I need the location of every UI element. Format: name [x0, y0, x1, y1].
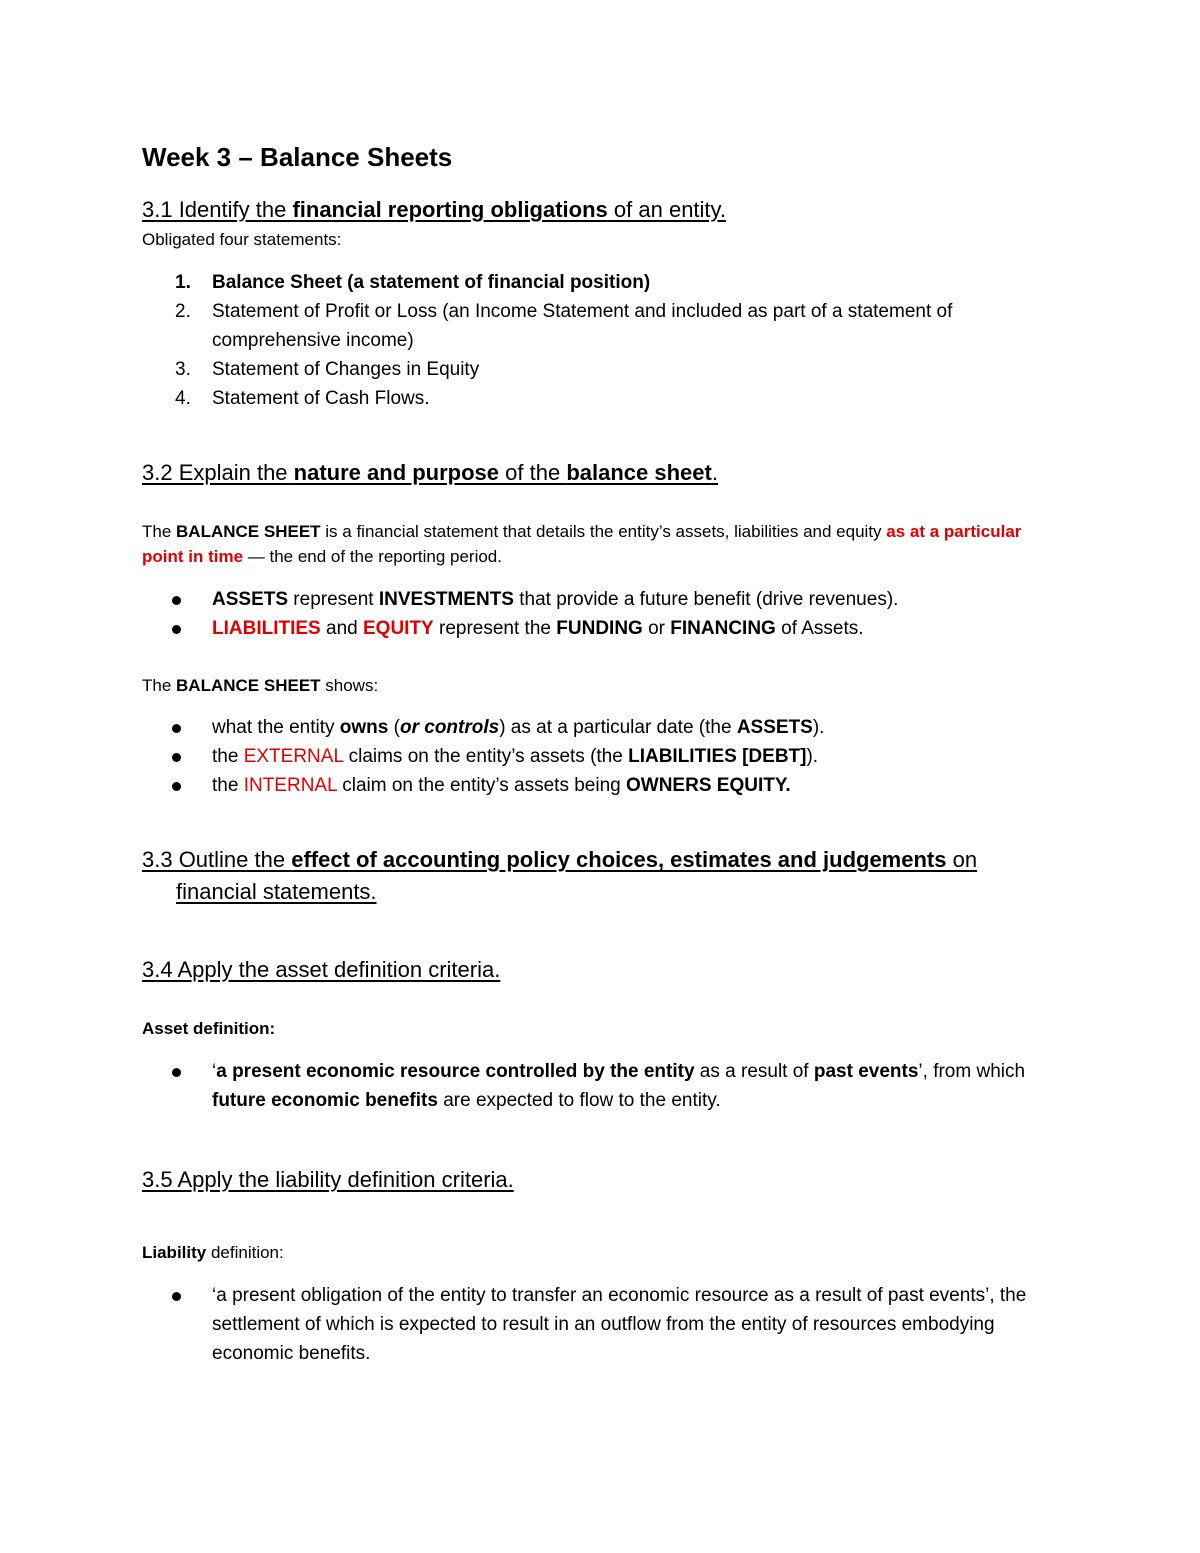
heading-3-3: 3.3 Outline the effect of accounting policy choices, estimates and judgements on: [142, 847, 978, 872]
liability-definition-label: Liability definition:: [142, 1243, 284, 1262]
heading-3-2: 3.2 Explain the nature and purpose of the balance sheet.: [142, 460, 718, 485]
balance-sheet-definition: The BALANCE SHEET is a financial statement that details the entity’s assets, liabilities and equity as at a particular point in time — the end of the reporting period.: [142, 522, 1022, 566]
list-item: ‘a present obligation of the entity to transfer an economic resource as a result of past events’, the settlement of which is expected to result in an outflow from the entity of resources embodying economic benefits.: [142, 1281, 1072, 1368]
balance-sheet-shows: The BALANCE SHEET shows:: [142, 676, 379, 695]
bullet-icon: [172, 1068, 181, 1077]
liability-definition-bullets: [142, 1281, 1072, 1368]
list-item: the EXTERNAL claims on the entity’s assets (the LIABILITIES [DEBT]).: [142, 742, 1072, 771]
asset-definition-label: Asset definition:: [142, 1019, 276, 1038]
bullet-icon: [172, 753, 181, 762]
heading-3-5: 3.5 Apply the liability definition criteria.: [142, 1167, 514, 1192]
list-item: the INTERNAL claim on the entity’s assets being OWNERS EQUITY.: [142, 771, 1072, 800]
bullet-icon: [172, 724, 181, 733]
list-item: ASSETS represent INVESTMENTS that provide a future benefit (drive revenues).: [142, 585, 1072, 614]
heading-3-4: 3.4 Apply the asset definition criteria.: [142, 957, 501, 982]
shows-bullets: [142, 713, 1072, 800]
asset-definition-bullets: [142, 1057, 1072, 1115]
list-item: 2. Statement of Profit or Loss (an Income Statement and included as part of a statement of comprehensive income): [175, 301, 953, 351]
obligated-intro: Obligated four statements:: [142, 230, 342, 249]
list-item: what the entity owns (or controls) as at a particular date (the ASSETS).: [142, 713, 1072, 742]
bullet-icon: [172, 625, 181, 634]
list-item: 3. Statement of Changes in Equity: [175, 359, 480, 380]
bullet-icon: [172, 1292, 181, 1301]
funding-bullets: [142, 585, 1072, 643]
page-title: Week 3 – Balance Sheets: [142, 142, 453, 172]
statements-list: [142, 268, 1072, 413]
list-item: 4. Statement of Cash Flows.: [175, 388, 430, 409]
bullet-icon: [172, 782, 181, 791]
bullet-icon: [172, 596, 181, 605]
list-item: LIABILITIES and EQUITY represent the FUNDING or FINANCING of Assets.: [142, 614, 1072, 643]
heading-3-3-continued: financial statements.: [176, 879, 377, 904]
list-item: ‘a present economic resource controlled by the entity as a result of past events’, from which future economic benefits are expected to flow to the entity.: [142, 1057, 1072, 1115]
list-item: 1. Balance Sheet (a statement of financial position): [175, 272, 651, 293]
heading-3-1: 3.1 Identify the financial reporting obligations of an entity.: [142, 197, 727, 222]
